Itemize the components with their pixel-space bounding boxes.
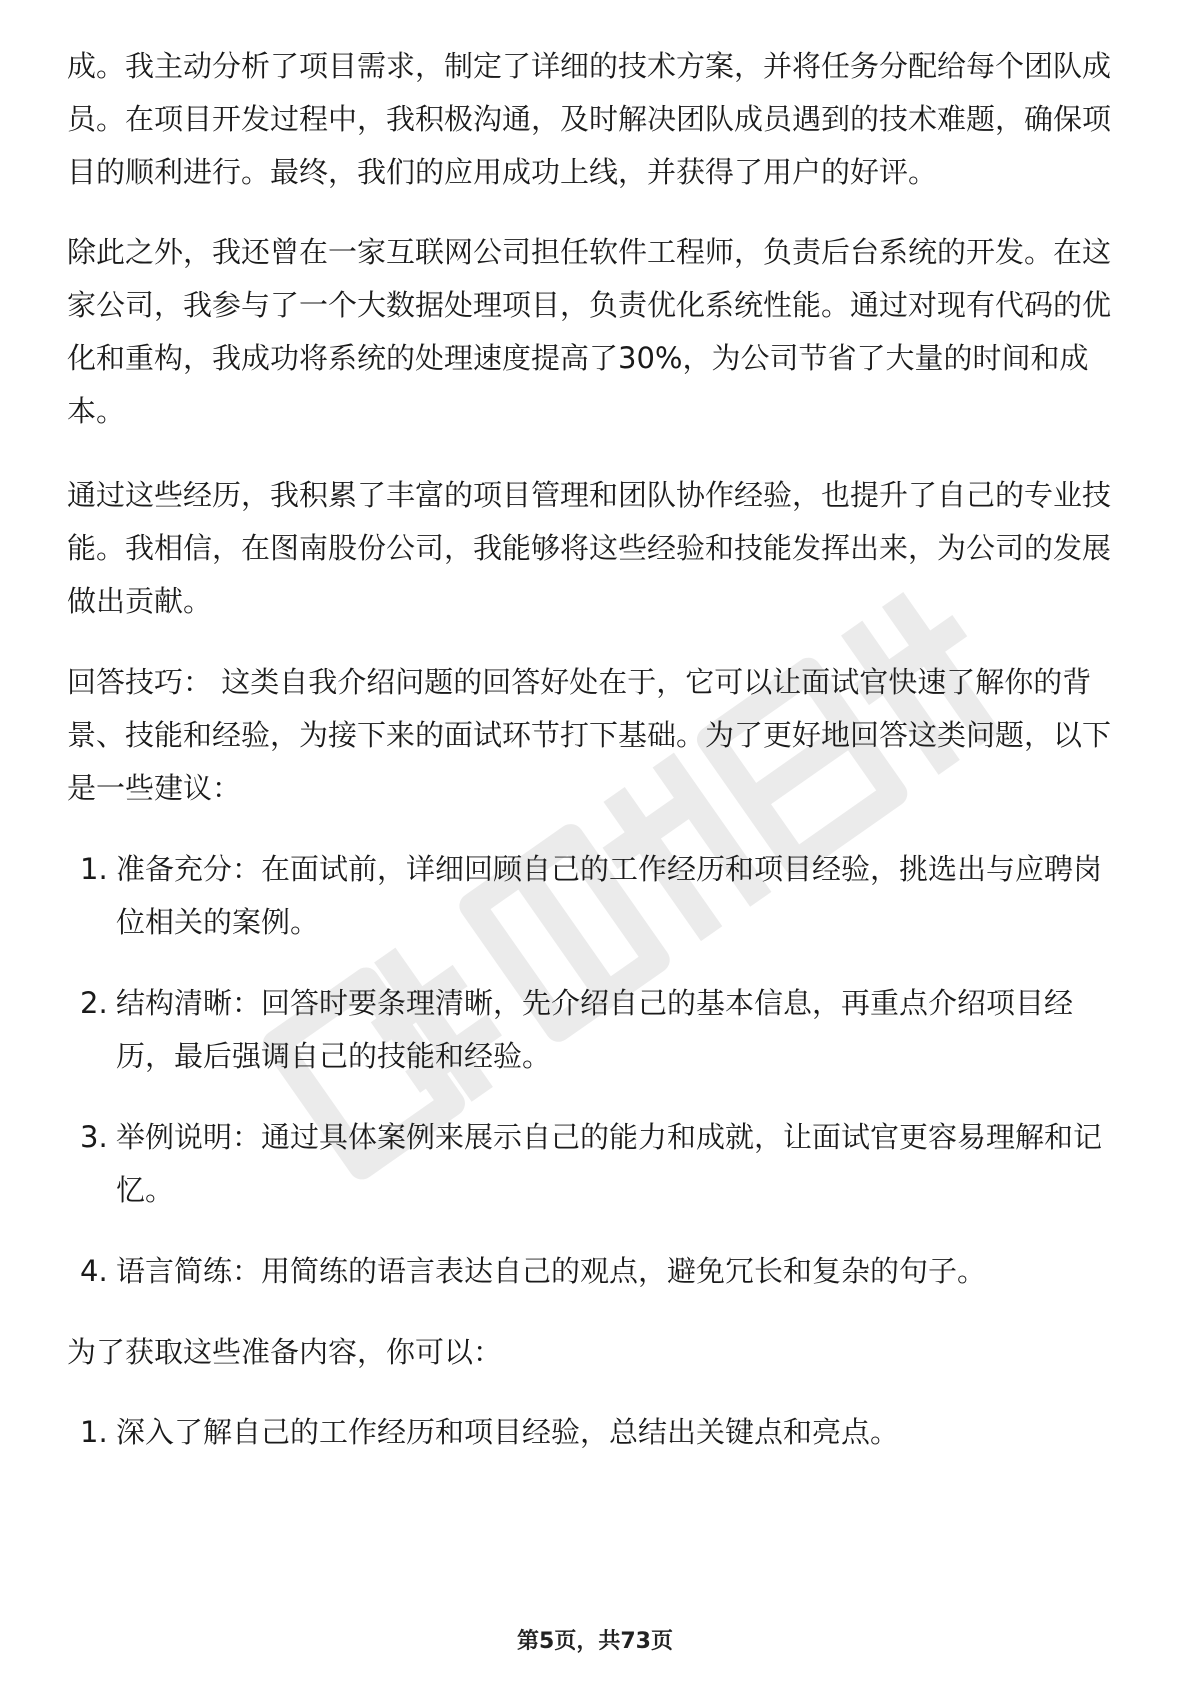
list-item-line: 忆。: [116, 1173, 175, 1207]
list-item-number: 1.: [80, 852, 108, 886]
list-item-number: 1.: [80, 1415, 108, 1449]
paragraph-line: 景、技能和经验，为接下来的面试环节打下基础。为了更好地回答这类问题，以下: [67, 718, 1112, 752]
paragraph-line: 能。我相信，在图南股份公司，我能够将这些经验和技能发挥出来，为公司的发展: [67, 531, 1112, 565]
paragraph-line: 做出贡献。: [67, 584, 213, 618]
paragraph-line: 是一些建议：: [67, 771, 242, 805]
page-number: 第5页，共73页: [517, 1629, 673, 1654]
paragraph-line: 化和重构，我成功将系统的处理速度提高了30%，为公司节省了大量的时间和成: [67, 341, 1089, 375]
list-item-line: 语言简练：用简练的语言表达自己的观点，避免冗长和复杂的句子。: [116, 1254, 987, 1288]
list-item-line: 深入了解自己的工作经历和项目经验，总结出关键点和亮点。: [116, 1415, 900, 1449]
list-item-line: 位相关的案例。: [116, 905, 320, 939]
paragraph-line: 目的顺利进行。最终，我们的应用成功上线，并获得了用户的好评。: [67, 155, 938, 189]
paragraph-line: 员。在项目开发过程中，我积极沟通，及时解决团队成员遇到的技术难题，确保项: [67, 102, 1112, 136]
list-item-line: 历，最后强调自己的技能和经验。: [116, 1039, 552, 1073]
list-item-line: 举例说明：通过具体案例来展示自己的能力和成就，让面试官更容易理解和记: [116, 1120, 1103, 1154]
list-item-number: 3.: [80, 1120, 108, 1154]
paragraph-line: 家公司，我参与了一个大数据处理项目，负责优化系统性能。通过对现有代码的优: [67, 288, 1112, 322]
paragraph-line: 为了获取这些准备内容，你可以：: [67, 1335, 503, 1369]
list-item-line: 结构清晰：回答时要条理清晰，先介绍自己的基本信息，再重点介绍项目经: [116, 986, 1074, 1020]
paragraph-line: 通过这些经历，我积累了丰富的项目管理和团队协作经验，也提升了自己的专业技: [67, 478, 1112, 512]
paragraph-line: 回答技巧： 这类自我介绍问题的回答好处在于，它可以让面试官快速了解你的背: [67, 665, 1092, 699]
list-item-number: 4.: [80, 1254, 108, 1288]
paragraph-line: 除此之外，我还曾在一家互联网公司担任软件工程师，负责后台系统的开发。在这: [67, 235, 1112, 269]
list-item-number: 2.: [80, 986, 108, 1020]
list-item-line: 准备充分：在面试前，详细回顾自己的工作经历和项目经验，挑选出与应聘岗: [116, 852, 1103, 886]
paragraph-line: 成。我主动分析了项目需求，制定了详细的技术方案，并将任务分配给每个团队成: [67, 49, 1112, 83]
paragraph-line: 本。: [67, 394, 126, 428]
